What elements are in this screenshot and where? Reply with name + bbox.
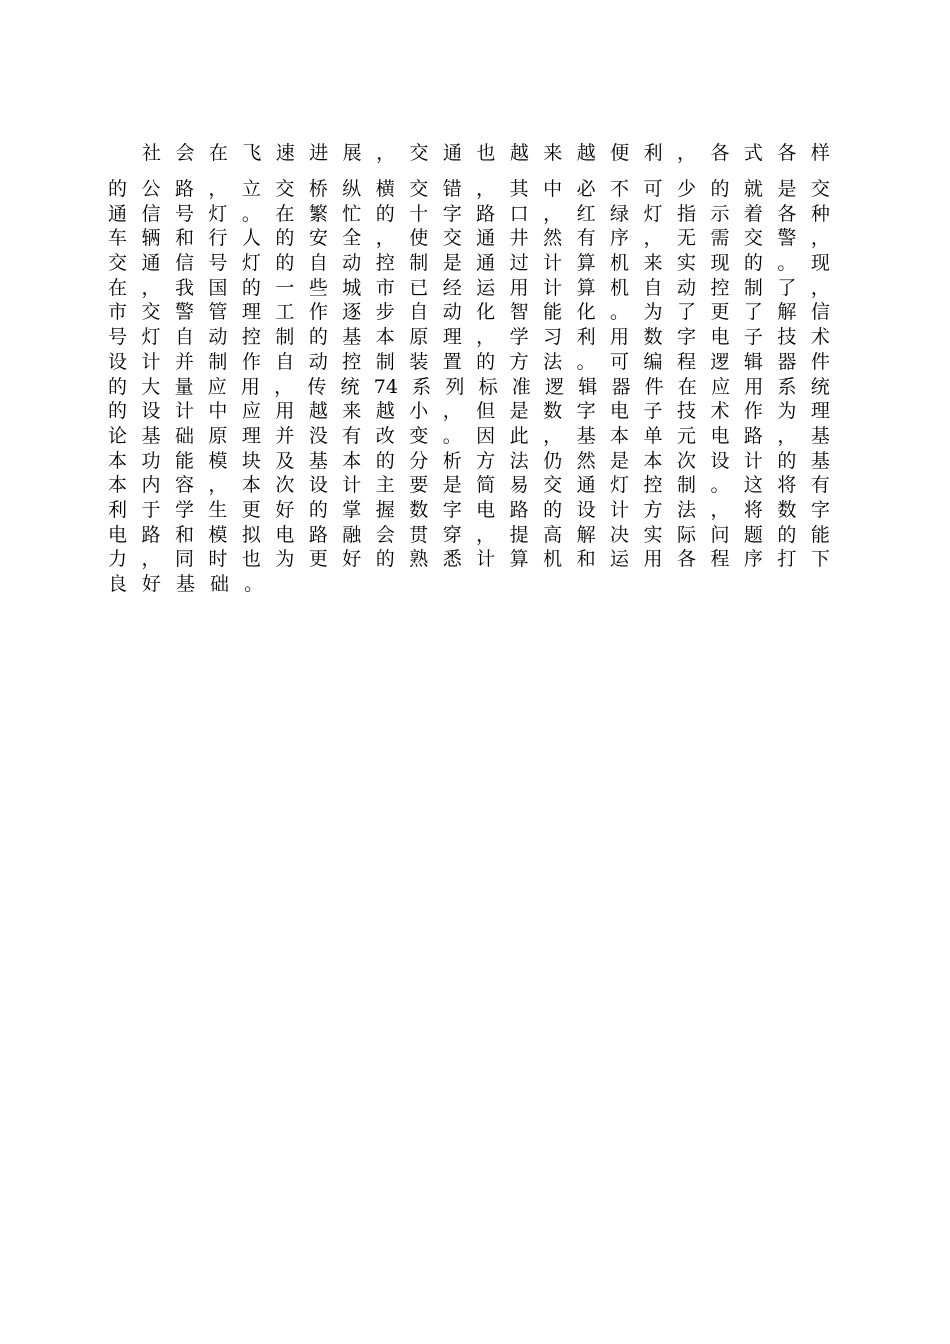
text-line: 市 交 警 管 理 工 作 逐 步 自 动 化 智 能 化 。 为 了 更 了 解 信	[108, 301, 830, 324]
text-line: 在 ， 我 国 的 一 些 城 市 已 经 运 用 计 算 机 自 动 控 制 了 ，	[108, 276, 830, 299]
text-line: 通 信 号 灯 。 在 繁 忙 的 十 字 路 口 ， 红 绿 灯 指 示 着 各 种	[108, 202, 830, 225]
text-line: 的 公 路 ， 立 交 桥 纵 横 交 错 ， 其 中 必 不 可 少 的 就 是 交	[108, 178, 830, 200]
text-line: 良 好 基 础 。	[108, 573, 264, 595]
text-line: 力 ， 同 时 也 为 更 好 的 熟 悉 计 算 机 和 运 用 各 程 序 打 下	[108, 548, 830, 571]
text-line: 设 计 并 制 作 自 动 控 制 装 置 的 方 法 。 可 编 程 逻 辑 器 件	[108, 350, 830, 373]
text-line: 交 通 信 号 灯 的 自 动 控 制 是 通 过 计 算 机 来 实 现 的 。 现	[108, 252, 830, 275]
text-line: 论 基 础 原 理 并 没 有 改 变 。 因 此 ， 基 本 单 元 电 路 ， 基	[108, 424, 830, 447]
text-line: 本 内 容 ， 本 次 设 计 主 要 是 简 易 交 通 灯 控 制 。 这 将 有	[108, 474, 830, 497]
text-line: 利 于 学 生 更 好 的 掌 握 数 字 电 路 的 设 计 方 法 ， 将 数 字	[108, 498, 830, 521]
body-paragraph	[108, 141, 830, 597]
text-line: 的 设 计 中 应 用 越 来 越 小 ， 但 是 数 字 电 子 技 术 作 为 理	[108, 400, 830, 423]
text-line: 社 会 在 飞 速 进 展 ， 交 通 也 越 来 越 便 利 ， 各 式 各 样	[142, 142, 830, 164]
text-line: 的 大 量 应 用 ， 传 统 74 系 列 标 准 逻 辑 器 件 在 应 用 系 统	[108, 375, 830, 398]
text-line: 车 辆 和 行 人 的 安 全 ， 使 交 通 井 然 有 序 ， 无 需 交 警 ，	[108, 227, 830, 250]
text-line: 号 灯 自 动 控 制 的 基 本 原 理 ， 学 习 利 用 数 字 电 子 技 术	[108, 326, 830, 349]
text-line: 本 功 能 模 块 及 基 本 的 分 析 方 法 仍 然 是 本 次 设 计 的 基	[108, 449, 830, 472]
text-line: 电 路 和 模 拟 电 路 融 会 贯 穿 ， 提 高 解 决 实 际 问 题 的 能	[108, 523, 830, 546]
